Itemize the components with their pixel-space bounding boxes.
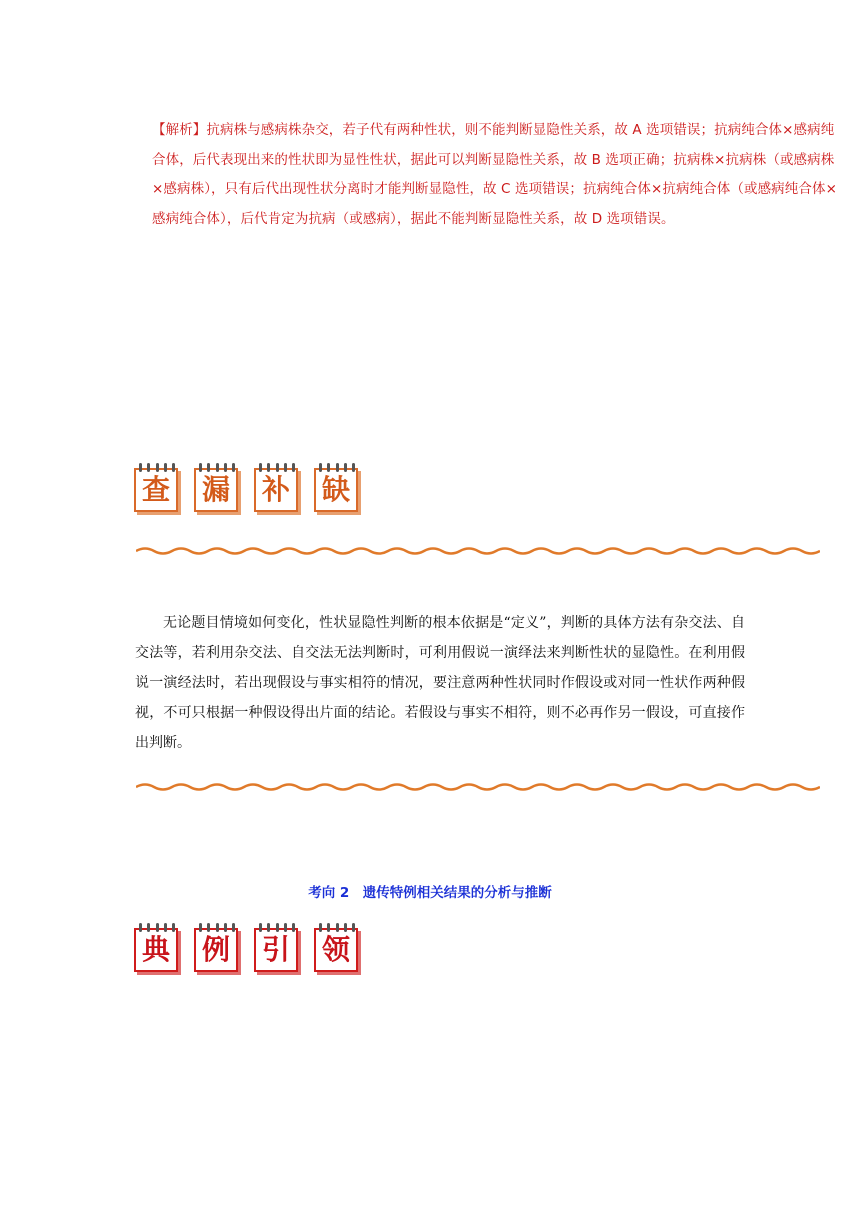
badge-char: 典 — [141, 933, 170, 966]
badge-lou — [194, 462, 242, 516]
badge-li — [194, 922, 242, 976]
analysis-paragraph — [152, 116, 842, 234]
section-title: 考向 2 遗传特例相关结果的分析与推断 — [308, 885, 552, 901]
badge-yin — [254, 922, 302, 976]
badge-char: 查 — [141, 473, 170, 506]
badge-char: 补 — [261, 473, 290, 506]
check-gaps-badges — [134, 462, 362, 516]
analysis-tag: 【解析】 — [152, 122, 207, 138]
badge-char: 例 — [201, 933, 230, 966]
badge-cha — [134, 462, 182, 516]
example-badges — [134, 922, 362, 976]
badge-char: 缺 — [321, 473, 350, 506]
badge-char: 领 — [321, 933, 350, 966]
wavy-divider-top — [136, 546, 820, 556]
badge-char: 引 — [261, 933, 290, 966]
method-paragraph: 无论题目情境如何变化，性状显隐性判断的根本依据是“定义”，判断的具体方法有杂交法、自交法等，若利用杂交法、自交法无法判断时，可利用假说一演绎法来判断性状的显隐性。在利用假说一演经法时，若出现假设与事实相符的情况，要注意两种性状同时作假设或对同一性状作两种假视，不可只根据一种假设得出片面的结论。若假设与事实不相符，则不必再作另一假设，可直接作出判断。 — [135, 615, 745, 751]
wavy-divider-bottom — [136, 782, 820, 792]
badge-que — [314, 462, 362, 516]
badge-dian — [134, 922, 182, 976]
badge-ling — [314, 922, 362, 976]
analysis-text: 抗病株与感病株杂交，若子代有两种性状，则不能判断显隐性关系，故 A 选项错误；抗病纯合体×感病纯合体，后代表现出来的性状即为显性性状，据此可以判断显隐性关系，故 B 选项正确；抗病株×抗病株（或感病株×感病株），只有后代出现性状分离时才能判断显隐性，故 C 选项错误；抗病纯合体×抗病纯合体（或感病纯合体×感病纯合体），后代肯定为抗病（或感病），据此不能判断显隐性关系，故 D 选项错误。 — [152, 122, 837, 227]
badge-bu — [254, 462, 302, 516]
badge-char: 漏 — [201, 473, 230, 506]
analysis-block — [152, 116, 842, 234]
